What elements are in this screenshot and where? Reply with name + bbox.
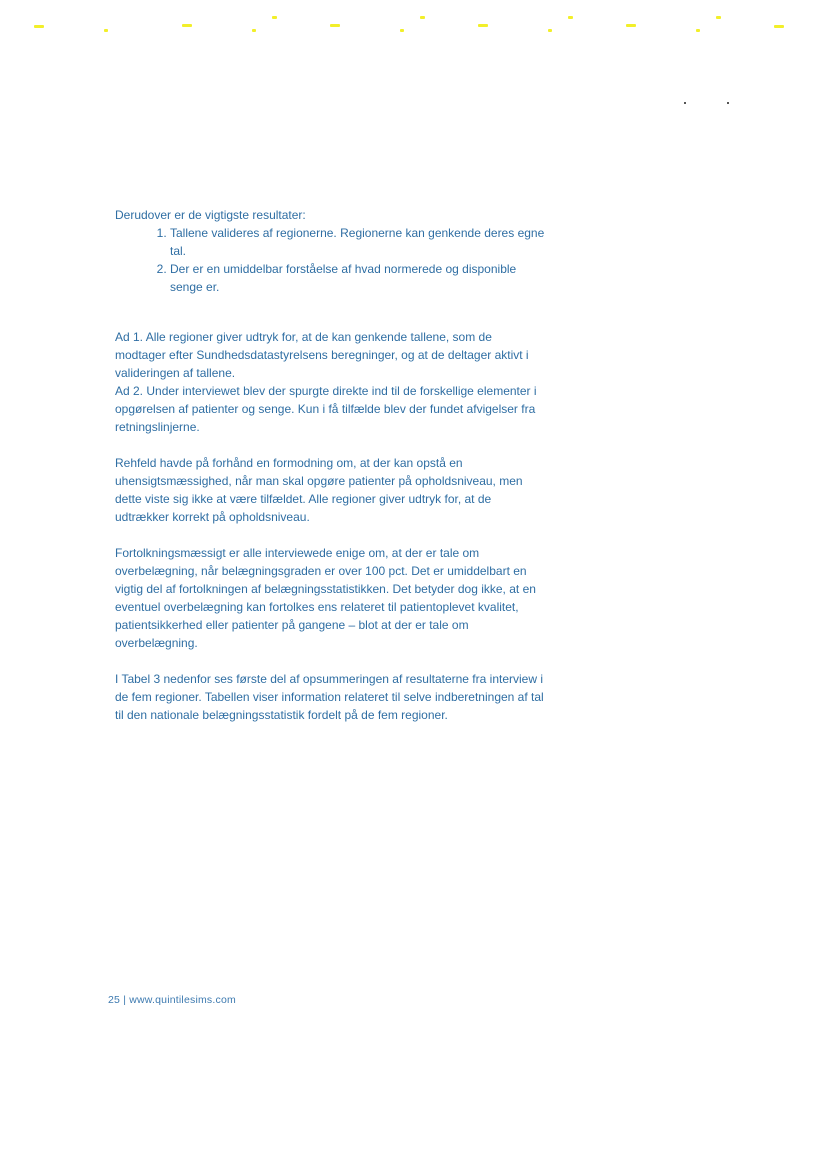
list-item: 2. Der er en umiddelbar forståelse af hvad normerede og disponible senge er. (170, 260, 545, 296)
page-footer: 25 | www.quintilesims.com (108, 994, 236, 1006)
ad2-paragraph: Ad 2. Under interviewet blev der spurgte direkte ind til de forskellige elementer i opgørelsen af patienter og senge. Kun i få tilfælde blev der fundet afvigelser fra retningslinjerne. (115, 384, 537, 434)
tabel-paragraph: I Tabel 3 nedenfor ses første del af opsummeringen af resultaterne fra interview i de fem regioner. Tabellen viser information relateret til selve indberetningen af tal til den nationale belægningsstatistik fordelt på de fem regioner. (115, 672, 544, 722)
scan-color-marks (0, 0, 828, 40)
list-item: 1. Tallene valideres af regionerne. Regionerne kan genkende deres egne tal. (170, 224, 545, 260)
document-body (115, 206, 545, 742)
rehfeld-paragraph: Rehfeld havde på forhånd en formodning om, at der kan opstå en uhensigtsmæssighed, når man skal opgøre patienter på opholdsniveau, men dette viste sig ikke at være tilfældet. Alle regioner giver udtryk for, at de udtrækker korrekt på opholdsniveau. (115, 456, 523, 524)
results-list (115, 224, 545, 296)
fortolkning-paragraph: Fortolkningsmæssigt er alle interviewede enige om, at der er tale om overbelægning, når belægningsgraden er over 100 pct. Det er umiddelbart en vigtig del af fortolkningen af belægningsstatistikken. Det betyder dog ikke, at en eventuel overbelægning kan fortolkes ens relateret til patientoplevet kvalitet, patientsikkerhed eller patienter på gangene – blot at der er tale om overbelægning. (115, 546, 536, 650)
intro-text: Derudover er de vigtigste resultater: (115, 208, 306, 222)
scan-speck (684, 102, 686, 104)
scan-speck (727, 102, 729, 104)
ad1-paragraph: Ad 1. Alle regioner giver udtryk for, at de kan genkende tallene, som de modtager efter Sundhedsdatastyrelsens beregninger, og at de deltager aktivt i valideringen af tallene. (115, 330, 529, 380)
